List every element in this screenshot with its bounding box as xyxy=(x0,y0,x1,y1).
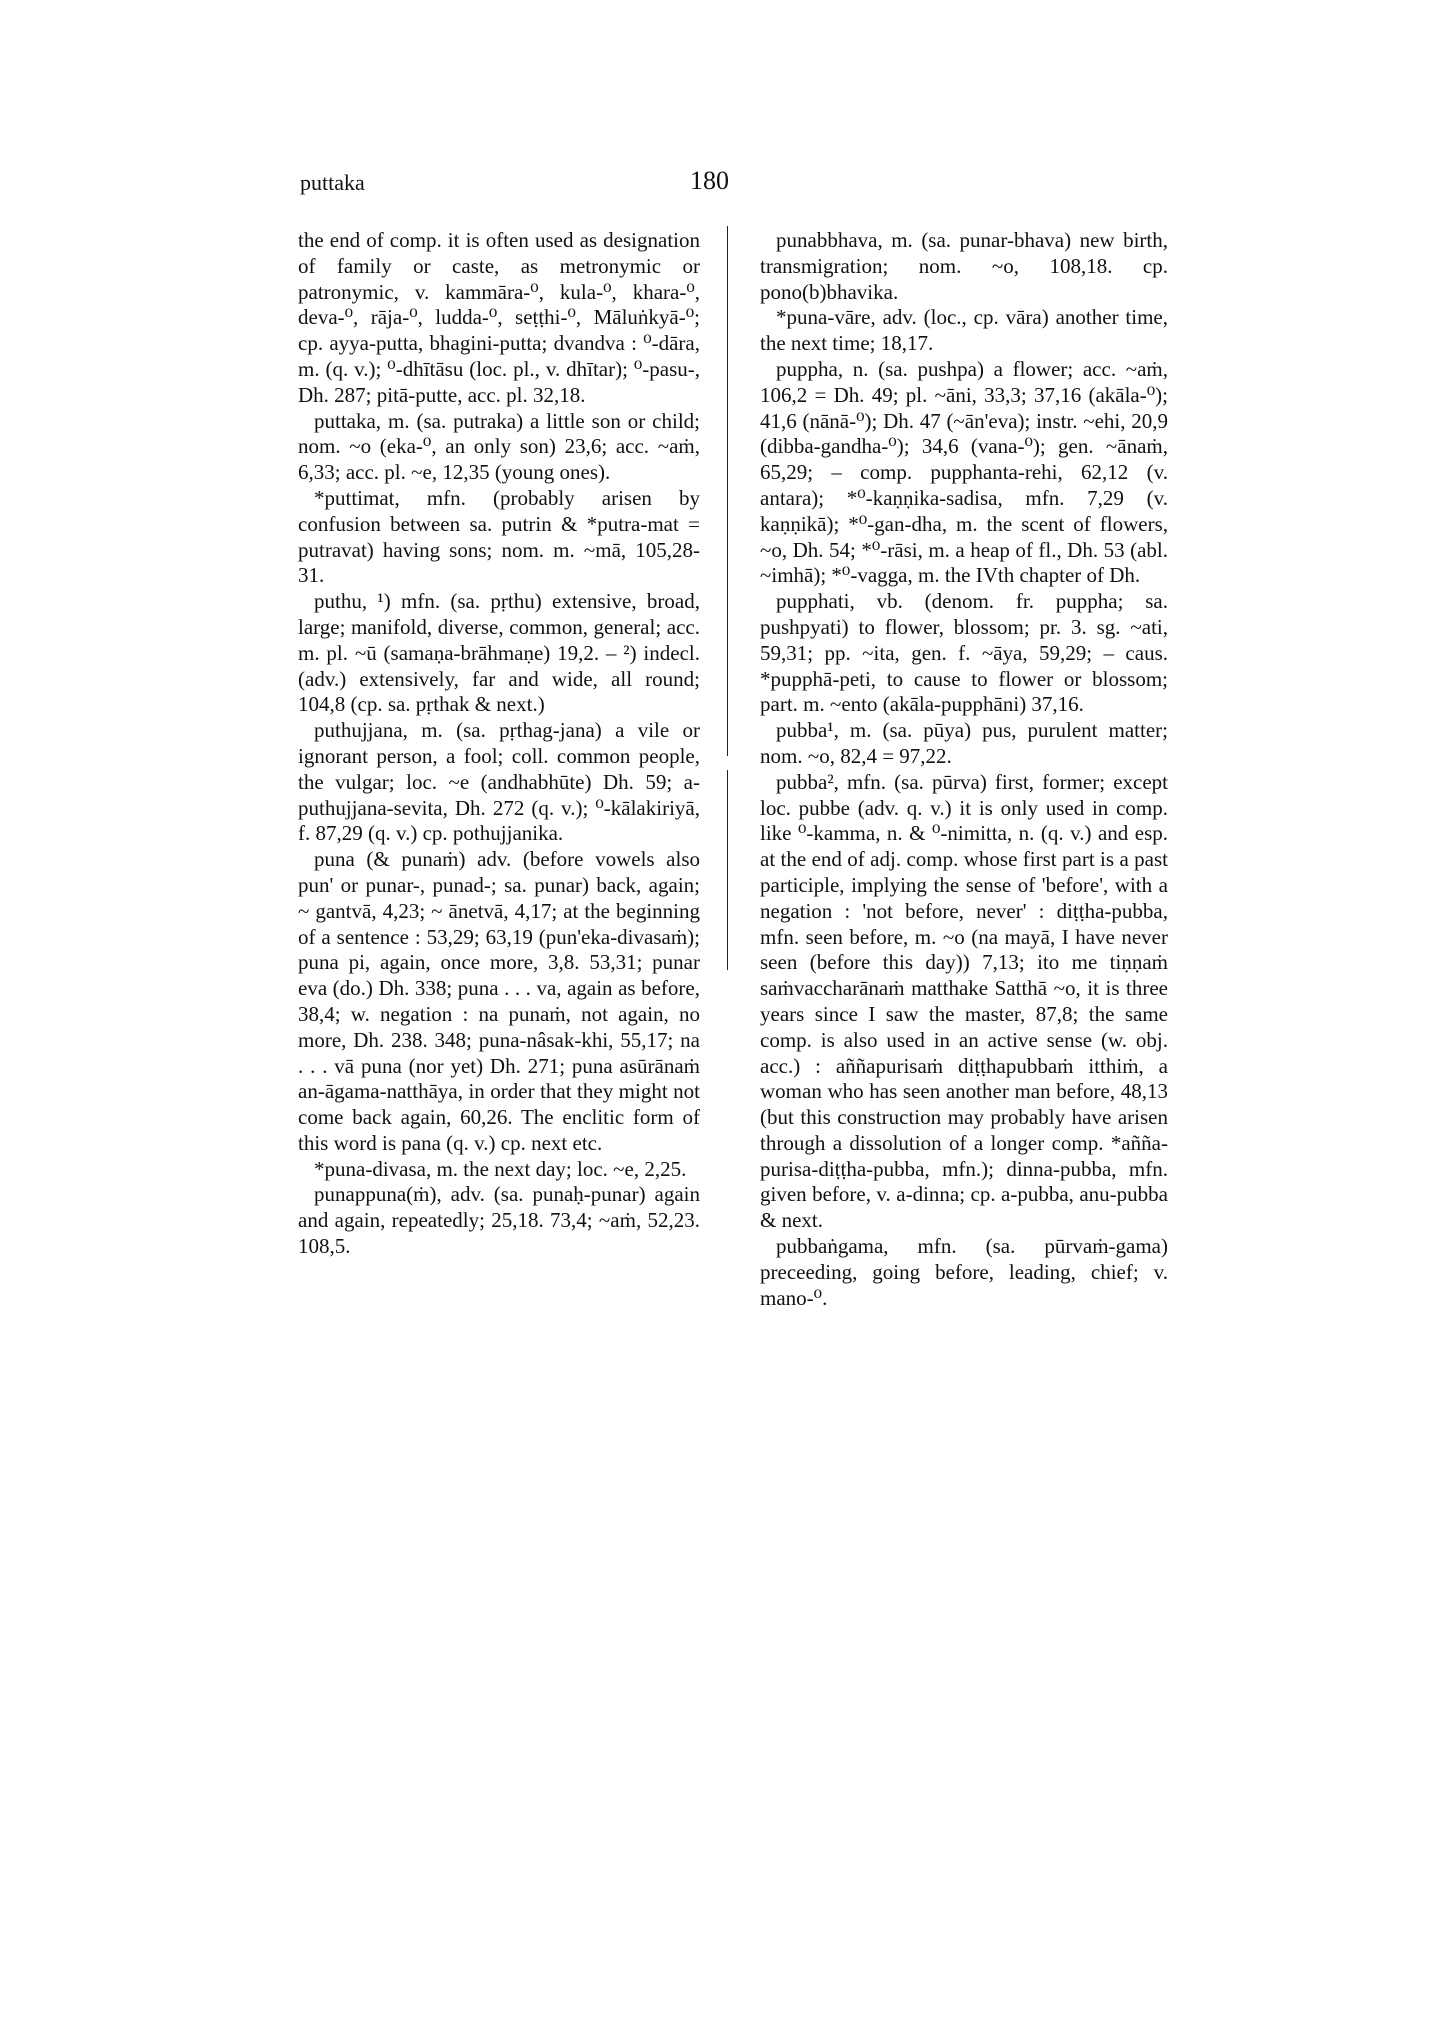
entry-puttaka: puttaka, m. (sa. putraka) a little son or child; nom. ~o (eka-⁰, an only son) 23,6; acc. ~aṁ, 6,33; acc. pl. ~e, 12,35 (young ones). xyxy=(298,408,700,485)
page-number: 180 xyxy=(690,166,729,195)
entry-pubbangama: pubbaṅgama, mfn. (sa. pūrvaṁ-gama) preceeding, going before, leading, chief; v. mano-⁰. xyxy=(760,1234,1168,1310)
entry-continuation: the end of comp. it is often used as designation of family or caste, as metronymic or patronymic, v. kammāra-⁰, kula-⁰, khara-⁰, deva-⁰, rāja-⁰, ludda-⁰, seṭṭhi-⁰, Māluṅkyā-⁰; cp. ayya-putta, bhagini-putta; dvandva : ⁰-dāra, m. (q. v.); ⁰-dhītāsu (loc. pl., v. dhītar); ⁰-pasu-, Dh. 287; pitā-putte, acc. pl. 32,18. xyxy=(298,228,700,407)
entry-puttimat: *puttimat, mfn. (probably arisen by confusion between sa. putrin & *putra-mat = putravat) having sons; nom. m. ~mā, 105,28-31. xyxy=(298,485,700,588)
entry-punappuna: punappuna(ṁ), adv. (sa. punaḥ-punar) again and again, repeatedly; 25,18. 73,4; ~aṁ, 52,23. 108,5. xyxy=(298,1182,700,1259)
column-divider-upper xyxy=(727,226,728,756)
entry-pupphati: pupphati, vb. (denom. fr. puppha; sa. pushpyati) to flower, blossom; pr. 3. sg. ~ati, 59,31; pp. ~ita, gen. f. ~āya, 59,29; – caus. *pupphā-peti, to cause to flower or blossom; part. m. ~ento (akāla-pupphāni) 37,16. xyxy=(760,589,1168,717)
entry-puppha: puppha, n. (sa. pushpa) a flower; acc. ~aṁ, 106,2 = Dh. 49; pl. ~āni, 33,3; 37,16 (akāla-⁰); 41,6 (nānā-⁰); Dh. 47 (~ān'eva); instr. ~ehi, 20,9 (dibba-gandha-⁰); 34,6 (vana-⁰); gen. ~ānaṁ, 65,29; – comp. pupphanta-rehi, 62,12 (v. antara); *⁰-kaṇṇika-sadisa, mfn. 7,29 (v. kaṇṇikā); *⁰-gan-dha, m. the scent of flowers, ~o, Dh. 54; *⁰-rāsi, m. a heap of fl., Dh. 53 (abl. ~imhā); *⁰-vagga, m. the IVth chapter of Dh. xyxy=(760,356,1168,588)
entry-puna-vare: *puna-vāre, adv. (loc., cp. vāra) another time, the next time; 18,17. xyxy=(760,305,1168,356)
entry-puna: puna (& punaṁ) adv. (before vowels also pun' or punar-, punad-; sa. punar) back, again; ~ gantvā, 4,23; ~ ānetvā, 4,17; at the beginning of a sentence : 53,29; 63,19 (pun'eka-divasaṁ); puna pi, again, once more, 3,8. 53,31; punar eva (do.) Dh. 338; puna . . . va, again as before, 38,4; w. negation : na punaṁ, not again, no more, Dh. 238. 348; puna-nâsak-khi, 55,17; na . . . vā puna (nor yet) Dh. 271; puna asūrānaṁ an-āgama-natthāya, in order that they might not come back again, 60,26. The enclitic form of this word is pana (q. v.) cp. next etc. xyxy=(298,847,700,1155)
entry-pubba-2: pubba², mfn. (sa. pūrva) first, former; except loc. pubbe (adv. q. v.) it is only used in comp. like ⁰-kamma, n. & ⁰-nimitta, n. (q. v.) and esp. at the end of adj. comp. whose first part is a past participle, implying the sense of 'before', with a negation : 'not before, never' : diṭṭha-pubba, mfn. seen before, m. ~o (na mayā, I have never seen (before this day)) 7,13; ito me tiṇṇaṁ saṁvaccharānaṁ matthake Satthā ~o, it is three years since I saw the master, 87,8; the same comp. is also used in an active sense (w. obj. acc.) : aññapurisaṁ diṭṭhapubbaṁ itthiṁ, a woman who has seen another man before, 48,13 (but this construction may probably have arisen through a dissolution of a longer comp. *añña-purisa-diṭṭha-pubba, mfn.); dinna-pubba, mfn. given before, v. a-dinna; cp. a-pubba, anu-pubba & next. xyxy=(760,769,1168,1233)
left-column xyxy=(298,228,700,1260)
entry-puthujjana: puthujjana, m. (sa. pṛthag-jana) a vile or ignorant person, a fool; coll. common people, the vulgar; loc. ~e (andhabhūte) Dh. 59; a-puthujjana-sevita, Dh. 272 (q. v.); ⁰-kālakiriyā, f. 87,29 (q. v.) cp. pothujjanika. xyxy=(298,718,700,846)
column-divider-lower xyxy=(727,770,728,970)
entry-pubba-1: pubba¹, m. (sa. pūya) pus, purulent matter; nom. ~o, 82,4 = 97,22. xyxy=(760,718,1168,768)
entry-puna-divasa: *puna-divasa, m. the next day; loc. ~e, 2,25. xyxy=(314,1156,687,1181)
right-column xyxy=(760,228,1168,1311)
entry-puthu: puthu, ¹) mfn. (sa. pṛthu) extensive, broad, large; manifold, diverse, common, general; acc. m. pl. ~ū (samaṇa-brāhmaṇe) 19,2. – ²) indecl. (adv.) extensively, far and wide, all round; 104,8 (cp. sa. pṛthak & next.) xyxy=(298,589,700,717)
running-head: puttaka xyxy=(300,170,365,195)
entry-punabbhava: punabbhava, m. (sa. punar-bhava) new birth, transmigration; nom. ~o, 108,18. cp. pono(b)bhavika. xyxy=(760,228,1168,304)
